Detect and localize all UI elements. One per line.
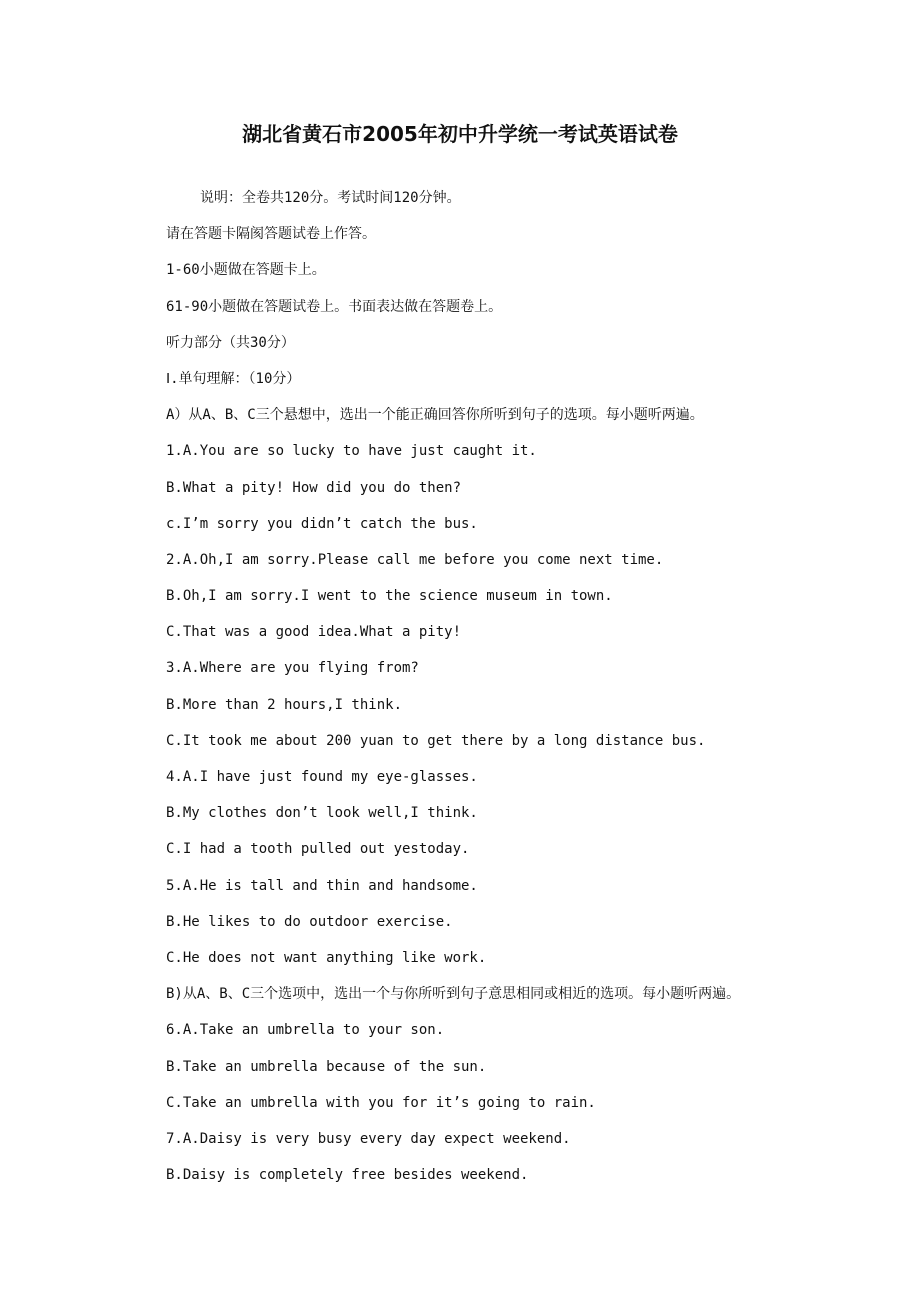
part-a-instructions: A）从A、B、C三个悬想中，选出一个能正确回答你所听到句子的选项。每小题听两遍。 xyxy=(166,407,704,424)
question-option-line: B.More than 2 hours,I think. xyxy=(166,696,403,713)
question-option-line: B.Oh,I am sorry.I went to the science museum in town. xyxy=(166,588,613,605)
answer-paper-note: 61-90小题做在答题试卷上。书面表达做在答题卷上。 xyxy=(166,298,503,315)
question-option-line: C.Take an umbrella with you for it’s going to rain. xyxy=(166,1094,596,1111)
question-option-line: B.My clothes don’t look well,I think. xyxy=(166,805,478,822)
answer-card-note: 1-60小题做在答题卡上。 xyxy=(166,262,326,279)
part-b-instructions: B)从A、B、C三个选项中，选出一个与你所听到句子意思相同或相近的选项。每小题听两遍。 xyxy=(166,986,741,1003)
question-option-line: C.That was a good idea.What a pity! xyxy=(166,624,462,641)
question-option-line: B.Take an umbrella because of the sun. xyxy=(166,1058,487,1075)
question-option-line: 7.A.Daisy is very busy every day expect weekend. xyxy=(166,1130,571,1147)
question-option-line: c.I’m sorry you didn’t catch the bus. xyxy=(166,515,478,532)
question-option-line: C.It took me about 200 yuan to get there by a long distance bus. xyxy=(166,732,706,749)
question-option-line: 6.A.Take an umbrella to your son. xyxy=(166,1022,445,1039)
question-option-line: C.He does not want anything like work. xyxy=(166,949,487,966)
question-option-line: B.What a pity! How did you do then? xyxy=(166,479,462,496)
question-option-line: 4.A.I have just found my eye-glasses. xyxy=(166,769,478,785)
question-option-line: 5.A.He is tall and thin and handsome. xyxy=(166,877,478,894)
question-option-line: 1.A.You are so lucky to have just caught it. xyxy=(166,443,537,460)
question-option-line: B.Daisy is completely free besides weekend. xyxy=(166,1167,529,1184)
listening-section-heading: 听力部分（共30分） xyxy=(166,334,295,351)
exam-instructions-line: 说明：全卷共120分。考试时间120分钟。 xyxy=(200,190,461,206)
question-option-line: B.He likes to do outdoor exercise. xyxy=(166,913,453,930)
question-option-line: C.I had a tooth pulled out yestoday. xyxy=(166,841,470,858)
question-option-line: 3.A.Where are you flying from? xyxy=(166,660,419,677)
question-option-line: 2.A.Oh,I am sorry.Please call me before you come next time. xyxy=(166,551,664,568)
answer-sheet-note: 请在答题卡隔阂答题试卷上作答。 xyxy=(166,226,376,243)
part-one-heading: Ⅰ.单句理解：（10分） xyxy=(166,370,301,387)
document-body xyxy=(166,188,906,1201)
document-title: 湖北省黄石市2005年初中升学统一考试英语试卷 xyxy=(242,122,678,146)
